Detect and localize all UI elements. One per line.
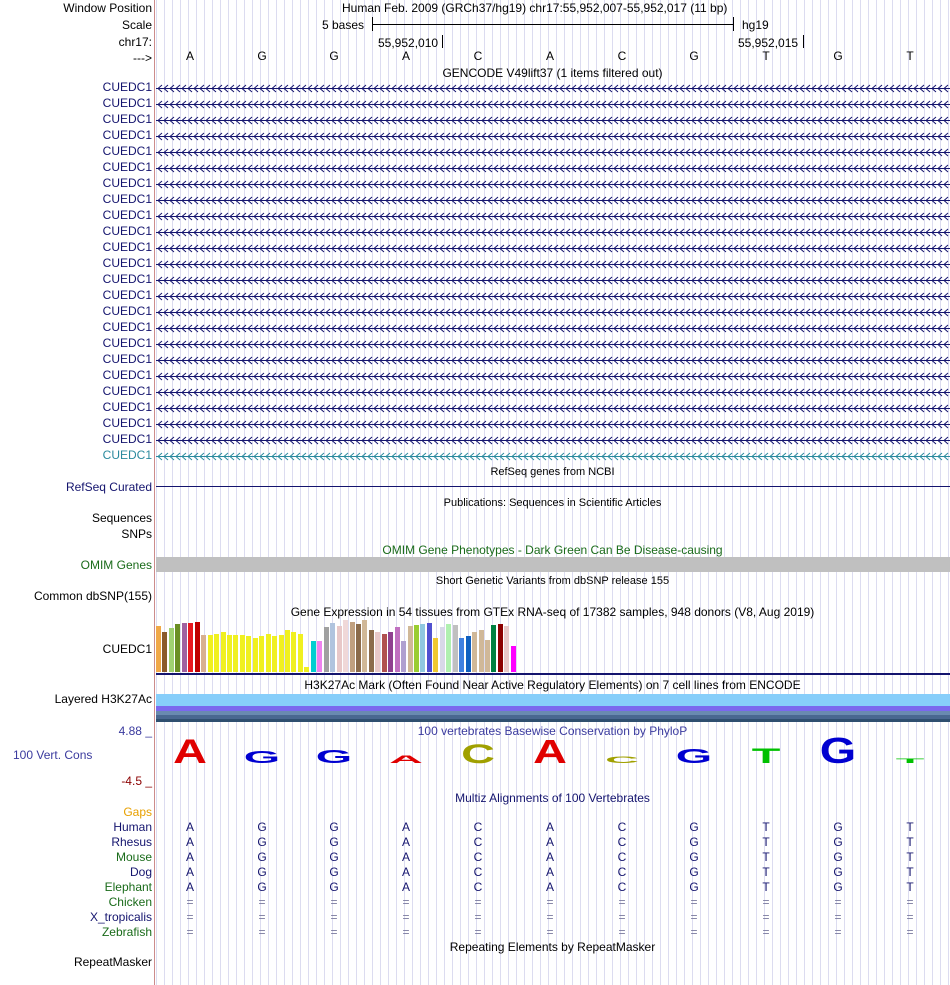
gencode-transcript-label[interactable]: CUEDC1 (102, 384, 152, 398)
multiz-base: = (186, 895, 194, 909)
gtex-tissue-bar[interactable] (246, 636, 251, 672)
multiz-base: C (473, 880, 483, 894)
phylop-base-glyph: G (315, 746, 353, 768)
phylop-base-glyph: C (605, 755, 639, 766)
phylop-base-glyph: T (751, 743, 781, 768)
multiz-base: G (833, 835, 843, 849)
assembly-label: hg19 (742, 18, 769, 32)
multiz-base: A (185, 880, 194, 894)
repeatmasker-label[interactable]: RepeatMasker (73, 955, 152, 969)
multiz-alignment-row[interactable] (0, 850, 950, 864)
multiz-species-label[interactable]: Zebrafish (101, 925, 152, 939)
gtex-tissue-bar[interactable] (382, 634, 387, 672)
multiz-base: A (185, 835, 194, 849)
gencode-transcript-line[interactable] (156, 148, 950, 157)
scale-text: 5 bases (322, 18, 365, 32)
multiz-base: = (258, 895, 266, 909)
gtex-tissue-bar[interactable] (388, 632, 393, 672)
multiz-base: T (762, 820, 770, 834)
scale-label: Scale (121, 18, 152, 32)
multiz-base: C (617, 835, 627, 849)
gtex-tissue-bar[interactable] (182, 623, 187, 672)
multiz-alignment-row[interactable] (0, 865, 950, 879)
gtex-tissue-bar[interactable] (227, 635, 232, 672)
gencode-transcript-line[interactable] (156, 452, 950, 461)
gtex-tissue-bar[interactable] (272, 636, 277, 672)
multiz-base: T (762, 850, 770, 864)
gencode-transcript-label[interactable]: CUEDC1 (102, 272, 152, 286)
multiz-base: A (401, 835, 410, 849)
gtex-tissue-bar[interactable] (427, 623, 432, 672)
multiz-base: A (545, 820, 554, 834)
gencode-transcript-line[interactable] (156, 132, 950, 141)
multiz-base: A (401, 850, 410, 864)
multiz-base: = (546, 910, 554, 924)
scale-bar-right-tick (733, 17, 734, 31)
multiz-species-label[interactable]: X_tropicalis (89, 910, 152, 924)
gtex-tissue-bar[interactable] (233, 635, 238, 672)
base-letter: G (257, 49, 267, 63)
gtex-tissue-bar[interactable] (330, 623, 335, 672)
gtex-tissue-bar[interactable] (420, 624, 425, 672)
gtex-tissue-bar[interactable] (350, 622, 355, 672)
multiz-base: G (257, 880, 267, 894)
gencode-transcript-line[interactable] (156, 436, 950, 445)
gencode-transcript-label[interactable]: CUEDC1 (102, 144, 152, 158)
phylop-base-glyph: G (675, 744, 713, 768)
gencode-transcript-label[interactable]: CUEDC1 (102, 240, 152, 254)
phylop-base-glyph: T (895, 757, 925, 765)
multiz-base: C (617, 850, 627, 864)
multiz-alignment-row[interactable] (0, 895, 950, 909)
gtex-tissue-bar[interactable] (253, 638, 258, 672)
multiz-base: G (329, 835, 339, 849)
multiz-base: G (689, 850, 699, 864)
multiz-alignment-row[interactable] (0, 925, 950, 939)
base-letter: T (762, 49, 770, 63)
gtex-tissue-bar[interactable] (304, 667, 309, 672)
gtex-tissue-bar[interactable] (240, 635, 245, 672)
phylop-logo[interactable] (155, 735, 950, 770)
gtex-tissue-bar[interactable] (466, 636, 471, 672)
gencode-transcript-label[interactable]: CUEDC1 (102, 336, 152, 350)
gencode-transcript-label[interactable]: CUEDC1 (102, 352, 152, 366)
base-letter: A (401, 49, 410, 63)
multiz-base: C (617, 820, 627, 834)
gtex-tissue-bar[interactable] (214, 634, 219, 672)
multiz-species-label[interactable]: Elephant (104, 880, 152, 894)
multiz-base: C (617, 880, 627, 894)
multiz-base: A (185, 850, 194, 864)
gencode-transcript-label[interactable]: CUEDC1 (102, 256, 152, 270)
base-letter: A (185, 49, 194, 63)
gencode-transcript-line[interactable] (156, 164, 950, 173)
gencode-transcript-line[interactable] (156, 276, 950, 285)
multiz-base: G (833, 850, 843, 864)
base-letter: C (473, 49, 483, 63)
h3k27ac-track-title[interactable]: H3K27Ac Mark (Often Found Near Active Regulatory Elements) on 7 cell lines from ENCODE (304, 678, 801, 692)
multiz-base: = (618, 925, 626, 939)
gtex-tissue-bar[interactable] (169, 628, 174, 672)
h3k27ac-signal[interactable] (156, 694, 950, 722)
gencode-transcript-label[interactable]: CUEDC1 (102, 304, 152, 318)
gencode-transcript-label[interactable]: CUEDC1 (102, 432, 152, 446)
omim-gene-bar[interactable] (156, 557, 950, 572)
multiz-base: = (834, 910, 842, 924)
multiz-species-label[interactable]: Mouse (115, 850, 152, 864)
multiz-base: = (546, 925, 554, 939)
base-letter: G (833, 49, 843, 63)
publications-sequences-label[interactable]: Sequences (91, 511, 152, 525)
gencode-transcript-label[interactable]: CUEDC1 (102, 128, 152, 142)
multiz-base: = (330, 910, 338, 924)
multiz-base: T (762, 880, 770, 894)
refseq-label[interactable]: RefSeq Curated (65, 480, 152, 494)
multiz-base: A (185, 865, 194, 879)
multiz-base: T (906, 850, 914, 864)
multiz-base: = (834, 925, 842, 939)
multiz-base: T (762, 865, 770, 879)
multiz-base: = (258, 925, 266, 939)
gencode-transcript-line[interactable] (156, 308, 950, 317)
multiz-base: A (401, 820, 410, 834)
gtex-tissue-bar[interactable] (311, 641, 316, 672)
multiz-base: T (762, 835, 770, 849)
multiz-base: A (401, 865, 410, 879)
base-sequence-row (0, 49, 950, 63)
gencode-transcript-label[interactable]: CUEDC1 (102, 368, 152, 382)
phylop-min-label: -4.5 _ (121, 774, 152, 788)
multiz-base: = (258, 910, 266, 924)
gencode-track-title[interactable]: GENCODE V49lift37 (1 items filtered out) (442, 66, 663, 80)
omim-label[interactable]: OMIM Genes (80, 558, 152, 572)
h3k27ac-label[interactable]: Layered H3K27Ac (54, 692, 152, 706)
multiz-base: A (185, 820, 194, 834)
gtex-tissue-bar[interactable] (162, 632, 167, 672)
multiz-base: A (401, 880, 410, 894)
gtex-tissue-bar[interactable] (298, 634, 303, 672)
multiz-base: = (186, 925, 194, 939)
position-2: 55,952,015 (738, 36, 799, 50)
gtex-tissue-bar[interactable] (395, 627, 400, 672)
multiz-species-label[interactable]: Rhesus (111, 835, 152, 849)
phylop-base-glyph: G (819, 735, 857, 770)
gtex-tissue-bar[interactable] (504, 626, 509, 672)
gtex-tissue-bar[interactable] (459, 638, 464, 672)
phylop-max-label: 4.88 _ (118, 724, 152, 738)
multiz-base: G (329, 865, 339, 879)
multiz-base: = (546, 895, 554, 909)
multiz-base: T (906, 835, 914, 849)
gtex-tissue-bar[interactable] (208, 635, 213, 672)
gencode-transcript-line[interactable] (156, 244, 950, 253)
base-letter: A (545, 49, 554, 63)
gtex-tissue-bar[interactable] (362, 620, 367, 672)
gtex-label[interactable]: CUEDC1 (102, 642, 152, 656)
gencode-transcript-line[interactable] (156, 116, 950, 125)
multiz-base: = (762, 925, 770, 939)
gtex-tissue-bar[interactable] (195, 622, 200, 672)
multiz-base: G (329, 820, 339, 834)
phylop-base-glyph: C (461, 738, 495, 770)
multiz-base: = (618, 895, 626, 909)
gtex-tissue-bar[interactable] (433, 638, 438, 672)
gencode-transcript-line[interactable] (156, 388, 950, 397)
gtex-tissue-bar[interactable] (498, 624, 503, 672)
gtex-tissue-bar[interactable] (259, 636, 264, 672)
multiz-species-label[interactable]: Human (113, 820, 152, 834)
gencode-transcript-label[interactable]: CUEDC1 (102, 320, 152, 334)
multiz-base: G (329, 850, 339, 864)
multiz-base: = (330, 925, 338, 939)
multiz-base: T (906, 820, 914, 834)
gtex-tissue-bar[interactable] (324, 627, 329, 672)
multiz-alignment-row[interactable] (0, 880, 950, 894)
gencode-transcript-line[interactable] (156, 84, 950, 93)
window-position-title: Human Feb. 2009 (GRCh37/hg19) chr17:55,952,007-55,952,017 (11 bp) (342, 1, 728, 15)
base-letter: G (689, 49, 699, 63)
gencode-transcript-line[interactable] (156, 404, 950, 413)
multiz-base: = (618, 910, 626, 924)
phylop-label[interactable]: 100 Vert. Cons (13, 748, 93, 762)
gtex-tissue-bar[interactable] (285, 630, 290, 672)
multiz-base: = (402, 895, 410, 909)
gtex-tissue-bar[interactable] (317, 641, 322, 672)
refseq-gene-line[interactable] (156, 486, 950, 487)
scale-bar-left-tick (372, 17, 373, 31)
multiz-base: G (257, 865, 267, 879)
gtex-tissue-bar[interactable] (401, 641, 406, 672)
refseq-track-title[interactable]: RefSeq genes from NCBI (490, 466, 615, 478)
multiz-base: G (833, 880, 843, 894)
position-1: 55,952,010 (378, 36, 439, 50)
multiz-base: = (474, 895, 482, 909)
multiz-base: = (186, 910, 194, 924)
phylop-base-glyph: A (533, 735, 567, 770)
gencode-transcript-line[interactable] (156, 356, 950, 365)
multiz-base: = (690, 925, 698, 939)
gtex-tissue-bar[interactable] (156, 626, 161, 672)
gtex-tissue-bar[interactable] (188, 623, 193, 672)
multiz-base: G (329, 880, 339, 894)
gtex-tissue-bar[interactable] (369, 630, 374, 672)
phylop-base-glyph: A (389, 753, 423, 766)
multiz-base: G (833, 820, 843, 834)
multiz-base: = (690, 895, 698, 909)
gtex-tissue-bar[interactable] (375, 632, 380, 672)
base-letter: G (329, 49, 339, 63)
gencode-transcript-label[interactable]: CUEDC1 (102, 224, 152, 238)
gencode-transcript-label[interactable]: CUEDC1 (102, 208, 152, 222)
gtex-tissue-bar[interactable] (279, 635, 284, 672)
multiz-species-label[interactable]: Dog (129, 865, 152, 879)
multiz-base: A (545, 835, 554, 849)
multiz-base: = (474, 910, 482, 924)
window-position-label: Window Position (63, 1, 152, 15)
gencode-transcript-line[interactable] (156, 340, 950, 349)
multiz-base: = (762, 910, 770, 924)
multiz-base: = (402, 925, 410, 939)
gencode-transcript-line[interactable] (156, 180, 950, 189)
gencode-transcript-line[interactable] (156, 212, 950, 221)
phylop-base-glyph: G (243, 747, 281, 767)
gencode-transcript-label[interactable]: CUEDC1 (102, 176, 152, 190)
multiz-base: A (545, 880, 554, 894)
gtex-bar-chart[interactable] (156, 620, 556, 672)
gtex-tissue-bar[interactable] (453, 625, 458, 672)
multiz-base: C (473, 865, 483, 879)
gtex-tissue-bar[interactable] (221, 632, 226, 672)
multiz-base: G (689, 880, 699, 894)
multiz-base: C (473, 820, 483, 834)
gtex-tissue-bar[interactable] (446, 624, 451, 672)
multiz-base: = (474, 925, 482, 939)
multiz-base: = (762, 895, 770, 909)
gencode-transcript-line[interactable] (156, 228, 950, 237)
gtex-tissue-bar[interactable] (356, 624, 361, 672)
gtex-tissue-bar[interactable] (408, 626, 413, 672)
multiz-base: = (906, 910, 914, 924)
gencode-transcript-line[interactable] (156, 324, 950, 333)
gencode-transcript-line[interactable] (156, 420, 950, 429)
gencode-transcript-line[interactable] (156, 372, 950, 381)
h3k27ac-layer-5 (156, 719, 950, 722)
multiz-track-title[interactable]: Multiz Alignments of 100 Vertebrates (455, 791, 650, 805)
multiz-base: = (330, 895, 338, 909)
multiz-base: = (906, 895, 914, 909)
position-2-tick (803, 35, 804, 48)
gencode-transcript-label[interactable]: CUEDC1 (102, 80, 152, 94)
multiz-base: G (257, 835, 267, 849)
publications-snps-label[interactable]: SNPs (121, 527, 152, 541)
gencode-transcript-label[interactable]: CUEDC1 (102, 160, 152, 174)
gencode-transcript-line[interactable] (156, 196, 950, 205)
dbsnp-track-title[interactable]: Short Genetic Variants from dbSNP release 155 (435, 575, 670, 587)
multiz-base: G (257, 850, 267, 864)
gencode-transcript-label[interactable]: CUEDC1 (102, 96, 152, 110)
gtex-tissue-bar[interactable] (414, 625, 419, 672)
gencode-transcript-label[interactable]: CUEDC1 (102, 400, 152, 414)
position-1-tick (442, 35, 443, 48)
multiz-alignment-row[interactable] (0, 835, 950, 849)
gencode-transcript-label[interactable]: CUEDC1 (102, 288, 152, 302)
omim-track-title[interactable]: OMIM Gene Phenotypes - Dark Green Can Be Disease-causing (382, 543, 723, 557)
gtex-tissue-bar[interactable] (175, 624, 180, 672)
multiz-base: C (617, 865, 627, 879)
multiz-base: A (545, 865, 554, 879)
multiz-base: G (689, 820, 699, 834)
publications-track-title[interactable]: Publications: Sequences in Scientific Articles (443, 497, 662, 509)
gencode-transcript-line[interactable] (156, 100, 950, 109)
multiz-base: G (257, 820, 267, 834)
multiz-species-label[interactable]: Chicken (108, 895, 152, 909)
multiz-base: G (689, 865, 699, 879)
multiz-alignment-row[interactable] (0, 910, 950, 924)
multiz-base: = (690, 910, 698, 924)
gtex-tissue-bar[interactable] (266, 634, 271, 672)
multiz-base: G (833, 865, 843, 879)
gtex-tissue-bar[interactable] (291, 632, 296, 672)
gencode-transcript-label[interactable]: CUEDC1 (102, 448, 152, 462)
multiz-alignment-row[interactable] (0, 820, 950, 834)
gtex-tissue-bar[interactable] (343, 620, 348, 672)
gtex-tissue-bar[interactable] (485, 640, 490, 672)
multiz-base: T (906, 865, 914, 879)
gtex-tissue-bar[interactable] (440, 627, 445, 672)
gtex-tissue-bar[interactable] (479, 630, 484, 672)
multiz-base: = (402, 910, 410, 924)
multiz-base: = (834, 895, 842, 909)
h3k27ac-layer-1 (156, 694, 950, 706)
multiz-base: = (906, 925, 914, 939)
gtex-tissue-bar[interactable] (472, 632, 477, 672)
gencode-transcript-line[interactable] (156, 292, 950, 301)
base-letter: T (906, 49, 914, 63)
phylop-base-glyph: A (173, 735, 207, 770)
multiz-base: C (473, 835, 483, 849)
gencode-transcript-label[interactable]: CUEDC1 (102, 416, 152, 430)
multiz-base: A (545, 850, 554, 864)
gencode-transcript-line[interactable] (156, 260, 950, 269)
gencode-transcript-label[interactable]: CUEDC1 (102, 192, 152, 206)
strand-label: ---> (133, 51, 152, 65)
multiz-base: G (689, 835, 699, 849)
gencode-transcript-label[interactable]: CUEDC1 (102, 112, 152, 126)
scale-bar (372, 24, 733, 25)
gtex-tissue-bar[interactable] (511, 646, 516, 672)
gtex-track-title[interactable]: Gene Expression in 54 tissues from GTEx RNA-seq of 17382 samples, 948 donors (V8, Aug 2019) (290, 605, 815, 619)
gtex-tissue-bar[interactable] (491, 625, 496, 672)
dbsnp-label[interactable]: Common dbSNP(155) (33, 589, 152, 603)
gaps-label: Gaps (123, 805, 152, 819)
gtex-tissue-bar[interactable] (337, 626, 342, 672)
multiz-base: C (473, 850, 483, 864)
gtex-tissue-bar[interactable] (201, 635, 206, 672)
multiz-base: T (906, 880, 914, 894)
base-letter: C (617, 49, 627, 63)
repeatmasker-track-title[interactable]: Repeating Elements by RepeatMasker (449, 940, 656, 954)
chrom-label: chr17: (118, 35, 152, 49)
gtex-baseline (156, 673, 950, 675)
phylop-track-title[interactable]: 100 vertebrates Basewise Conservation by PhyloP (417, 724, 688, 738)
